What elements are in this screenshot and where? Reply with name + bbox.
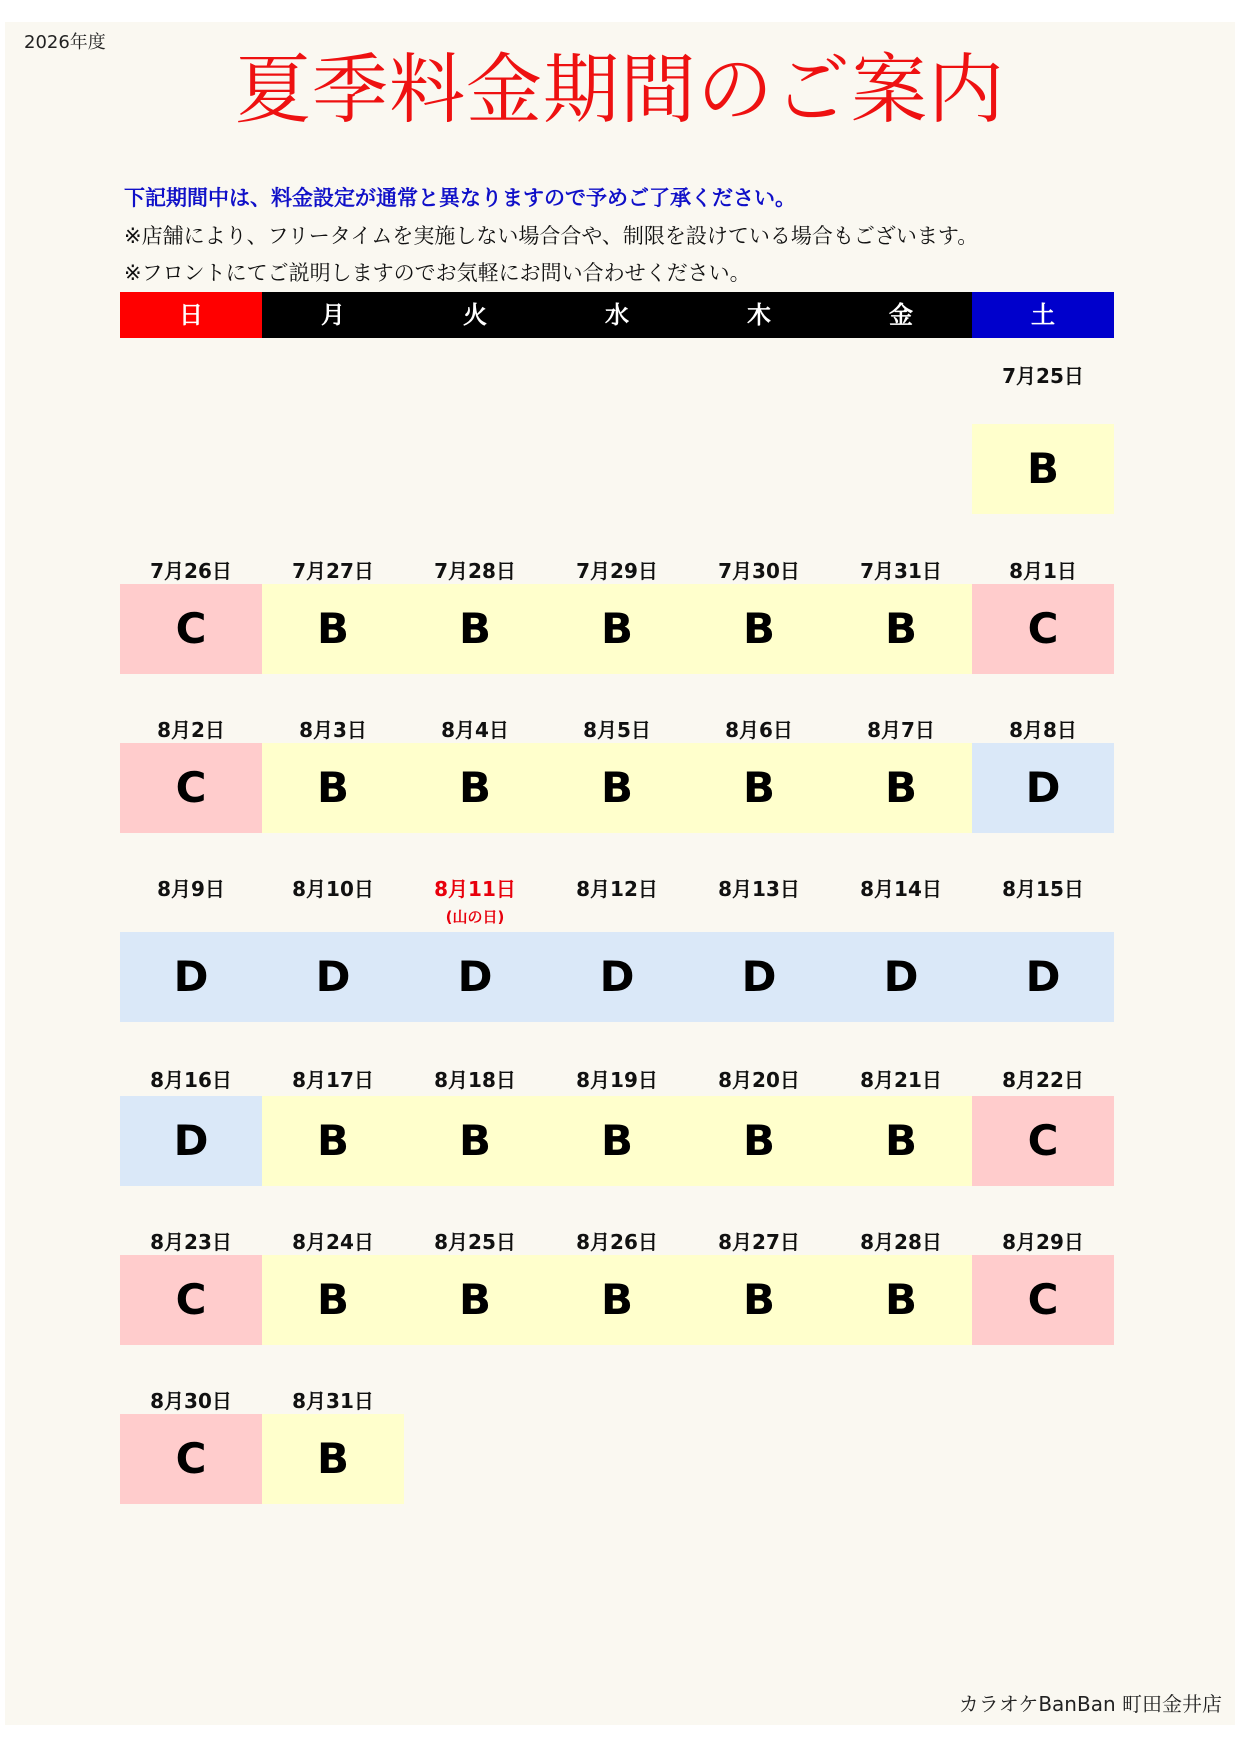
rate-cell: D [404,932,546,1022]
note-text: ※店舗により、フリータイムを実施しない場合合や、制限を設けている場合もございます。 [124,224,979,248]
date-label: 8月17日 [292,1068,374,1092]
date-label: 7月31日 [860,559,942,583]
weekday-tuesday: 火 [404,292,546,338]
rate-cell: B [830,743,972,833]
weekday-wednesday: 水 [546,292,688,338]
date-label: 8月1日 [1009,559,1077,583]
date-label: 7月28日 [434,559,516,583]
rate-cell: D [972,743,1114,833]
date-label: 8月23日 [150,1230,232,1254]
date-label: 8月25日 [434,1230,516,1254]
rate-cell: D [688,932,830,1022]
rate-cell: B [546,743,688,833]
rate-cell: B [830,1096,972,1186]
rate-cell: B [262,1414,404,1504]
rate-cell: B [546,1255,688,1345]
rate-cell: B [688,584,830,674]
date-label: 7月27日 [292,559,374,583]
weekday-friday: 金 [830,292,972,338]
rate-cell: B [404,1255,546,1345]
date-label: 8月16日 [150,1068,232,1092]
rate-cell: B [688,743,830,833]
date-label: 8月10日 [292,877,374,901]
date-label: 8月9日 [157,877,225,901]
date-label: 8月29日 [1002,1230,1084,1254]
rate-cell: D [262,932,404,1022]
rate-cell: B [404,584,546,674]
rate-cell: C [120,1255,262,1345]
date-label: 8月12日 [576,877,658,901]
weekday-sunday: 日 [120,292,262,338]
date-label: 8月11日 [434,877,516,901]
weekday-saturday: 土 [972,292,1114,338]
rate-cell: D [830,932,972,1022]
date-label: 8月8日 [1009,718,1077,742]
date-label: 8月20日 [718,1068,800,1092]
rate-cell: B [262,584,404,674]
rate-cell: B [830,584,972,674]
rate-cell: D [120,1096,262,1186]
rate-cell: C [972,1255,1114,1345]
year-label: 2026年度 [24,32,106,53]
page-title: 夏季料金期間のご案内 [235,45,1005,134]
date-label: 8月31日 [292,1389,374,1413]
date-label: 8月27日 [718,1230,800,1254]
rate-cell: B [404,1096,546,1186]
date-label: 8月18日 [434,1068,516,1092]
rate-cell: C [120,1414,262,1504]
date-label: 8月3日 [299,718,367,742]
rate-cell: B [262,1255,404,1345]
date-label: 8月26日 [576,1230,658,1254]
rate-cell: D [546,932,688,1022]
weekday-monday: 月 [262,292,404,338]
date-label: 8月5日 [583,718,651,742]
holiday-label: (山の日) [445,908,505,926]
rate-cell: C [972,1096,1114,1186]
rate-cell: B [972,424,1114,514]
store-name: カラオケBanBan 町田金井店 [958,1692,1222,1716]
date-label: 8月15日 [1002,877,1084,901]
date-label: 8月24日 [292,1230,374,1254]
date-label: 8月6日 [725,718,793,742]
rate-cell: D [972,932,1114,1022]
date-label: 7月30日 [718,559,800,583]
date-label: 8月14日 [860,877,942,901]
rate-cell: C [120,584,262,674]
rate-cell: B [688,1255,830,1345]
rate-cell: B [546,1096,688,1186]
rate-cell: D [120,932,262,1022]
notice-text: 下記期間中は、料金設定が通常と異なりますので予めご了承ください。 [124,186,796,210]
date-label: 7月25日 [1002,364,1084,388]
weekday-header [120,292,1114,338]
date-label: 7月29日 [576,559,658,583]
rate-cell: B [830,1255,972,1345]
date-label: 8月4日 [441,718,509,742]
date-label: 8月2日 [157,718,225,742]
date-label: 8月22日 [1002,1068,1084,1092]
rate-cell: B [404,743,546,833]
date-label: 8月28日 [860,1230,942,1254]
date-label: 8月7日 [867,718,935,742]
rate-cell: C [972,584,1114,674]
rate-cell: B [688,1096,830,1186]
rate-cell: B [546,584,688,674]
rate-cell: B [262,743,404,833]
date-label: 8月13日 [718,877,800,901]
rate-cell: C [120,743,262,833]
date-label: 8月30日 [150,1389,232,1413]
date-label: 8月21日 [860,1068,942,1092]
weekday-thursday: 木 [688,292,830,338]
date-label: 7月26日 [150,559,232,583]
note-text: ※フロントにてご説明しますのでお気軽にお問い合わせください。 [124,261,751,285]
date-label: 8月19日 [576,1068,658,1092]
rate-cell: B [262,1096,404,1186]
